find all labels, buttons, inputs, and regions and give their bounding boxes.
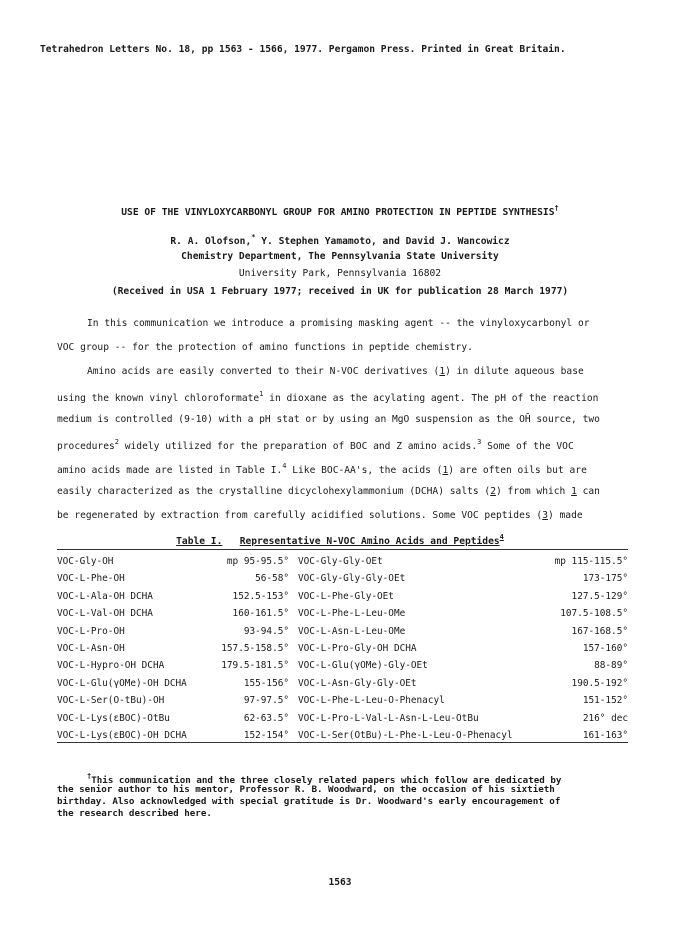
author-line	[0, 233, 680, 247]
author-olofson: R. A. Olofson,	[170, 236, 252, 247]
table-row	[57, 556, 628, 573]
author-others: Y. Stephen Yamamoto, and David J. Wancowicz	[255, 236, 510, 247]
melting-point-left: 93-94.5°	[243, 625, 289, 637]
compound-name-left: VOC-L-Glu(γOMe)-OH DCHA	[57, 677, 187, 689]
table-row	[57, 643, 628, 660]
table-caption	[0, 533, 680, 547]
melting-point-right: 88-89°	[594, 660, 628, 672]
compound-name-right: VOC-Gly-Gly-Gly-OEt	[298, 573, 406, 585]
melting-point-right: 107.5-108.5°	[560, 608, 628, 620]
table-caption-ref: 4	[499, 533, 504, 541]
compound-name-left: VOC-L-Pro-OH	[57, 625, 125, 637]
page-number: 1563	[328, 877, 352, 888]
melting-point-right: 161-163°	[582, 730, 628, 741]
article-title	[0, 204, 680, 218]
footnote-line-3: birthday. Also acknowledged with special gratitude is Dr. Woodward's early encouragement of	[57, 796, 561, 807]
melting-point-left: mp 95-95.5°	[226, 556, 289, 567]
methods-line-3: medium is controlled (9-10) with a pH stat or by using an MgO suspension as the OH̄ source, two	[57, 414, 600, 425]
journal-citation: Tetrahedron Letters No. 18, pp 1563 - 1566, 1977. Pergamon Press. Printed in Great Britain.	[40, 44, 566, 55]
table-bottom-rule	[57, 742, 628, 743]
table-caption-label: Table I.	[176, 536, 223, 547]
table-row	[57, 573, 628, 590]
compound-name-right: VOC-L-Asn-L-Leu-OMe	[298, 625, 406, 637]
table-row	[57, 591, 628, 608]
ref-mark-2: 2	[114, 438, 119, 446]
title-dagger-mark: †	[554, 204, 559, 212]
compound-ref-1b: 1	[442, 465, 449, 476]
affiliation-address: University Park, Pennsylvania 16802	[238, 268, 442, 279]
footnote-dagger-mark: †	[87, 772, 92, 780]
corresponding-author-mark: *	[251, 233, 256, 241]
table-row	[57, 695, 628, 712]
methods-line-4: procedures$^2$ widely utilized for the preparation of BOC and Z amino acids.$^3$ Some of the VOC	[57, 438, 574, 452]
footnote-line-4: the research described here.	[57, 808, 212, 819]
melting-point-right: 167-168.5°	[571, 625, 628, 637]
melting-point-left: 152-154°	[243, 730, 289, 741]
table-top-rule	[57, 549, 628, 550]
melting-point-left: 155-156°	[243, 677, 289, 689]
melting-point-right: 216° dec	[582, 712, 628, 724]
table-caption-title: Representative N-VOC Amino Acids and Peptides	[239, 536, 500, 547]
compound-name-left: VOC-L-Val-OH DCHA	[57, 608, 153, 620]
melting-point-right: 151-152°	[582, 695, 628, 707]
ref-mark-3: 3	[477, 438, 482, 446]
melting-point-left: 56-58°	[255, 573, 289, 585]
compound-name-left: VOC-L-Asn-OH	[57, 643, 125, 654]
compound-name-left: VOC-Gly-OH	[57, 556, 114, 567]
paragraph-intro-line-2: VOC group -- for the protection of amino functions in peptide chemistry.	[57, 342, 473, 353]
compound-ref-1: 1	[439, 366, 446, 377]
compound-ref-2: 2	[490, 486, 496, 497]
melting-point-left: 152.5-153°	[232, 590, 289, 602]
received-dates: (Received in USA 1 February 1977; received in UK for publication 28 March 1977)	[111, 286, 569, 297]
melting-point-left: 157.5-158.5°	[221, 643, 289, 654]
article-title-text: USE OF THE VINYLOXYCARBONYL GROUP FOR AMINO PROTECTION IN PEPTIDE SYNTHESIS	[121, 207, 555, 218]
compound-name-left: VOC-L-Hypro-OH DCHA	[57, 660, 165, 672]
melting-point-right: mp 115-115.5°	[554, 556, 628, 567]
compound-name-left: VOC-L-Ser(O-tBu)-OH	[57, 695, 165, 707]
melting-point-right: 157-160°	[582, 643, 628, 654]
melting-point-left: 160-161.5°	[232, 608, 289, 620]
table-row	[57, 626, 628, 643]
compound-name-right: VOC-L-Pro-L-Val-L-Asn-L-Leu-OtBu	[298, 712, 479, 724]
methods-line-5: amino acids made are listed in Table I.$^4$ Like BOC-AA's, the acids (1) are often oils but are	[57, 462, 587, 476]
methods-line-6: easily characterized as the crystalline dicyclohexylammonium (DCHA) salts (2) from which 1 can	[57, 486, 600, 497]
compound-name-left: VOC-L-Lys(εBOC)-OtBu	[57, 712, 170, 724]
compound-name-right: VOC-L-Asn-Gly-Gly-OEt	[298, 677, 417, 689]
compound-name-right: VOC-L-Ser(OtBu)-L-Phe-L-Leu-O-Phenacyl	[298, 730, 513, 741]
table-row	[57, 730, 628, 747]
table-row	[57, 678, 628, 695]
melting-point-left: 62-63.5°	[243, 712, 289, 724]
compound-name-right: VOC-L-Phe-L-Leu-O-Phenacyl	[298, 695, 445, 707]
table-row	[57, 713, 628, 730]
compound-name-right: VOC-L-Pro-Gly-OH DCHA	[298, 643, 417, 654]
methods-line-1: Amino acids are easily converted to their N-VOC derivatives (1) in dilute aqueous base	[87, 366, 584, 377]
ref-mark-4: 4	[282, 462, 287, 470]
affiliation-department: Chemistry Department, The Pennsylvania State University	[181, 251, 499, 262]
compound-name-right: VOC-L-Phe-L-Leu-OMe	[298, 608, 406, 620]
ref-mark-1: 1	[259, 390, 264, 398]
compound-name-left: VOC-L-Phe-OH	[57, 573, 125, 585]
compound-name-left: VOC-L-Ala-OH DCHA	[57, 590, 153, 602]
compound-name-right: VOC-Gly-Gly-OEt	[298, 556, 383, 567]
footnote-line-1: †This communication and the three closely related papers which follow are dedicated by	[87, 772, 562, 786]
melting-point-right: 127.5-129°	[571, 590, 628, 602]
compound-name-left: VOC-L-Lys(εBOC)-OH DCHA	[57, 730, 187, 741]
compound-ref-3: 3	[542, 510, 548, 521]
methods-line-7: be regenerated by extraction from carefully acidified solutions. Some VOC peptides (3) made	[57, 510, 583, 521]
table-row	[57, 608, 628, 625]
compound-ref-1c: 1	[571, 486, 577, 497]
paragraph-intro-line-1: In this communication we introduce a promising masking agent -- the vinyloxycarbonyl or	[87, 318, 590, 329]
methods-line-2: using the known vinyl chloroformate$^1$ in dioxane as the acylating agent. The pH of the reaction	[57, 390, 599, 404]
melting-point-right: 190.5-192°	[571, 677, 628, 689]
footnote-line-2: the senior author to his mentor, Professor R. B. Woodward, on the occasion of his sixtieth	[57, 784, 555, 795]
table-row	[57, 660, 628, 677]
compound-name-right: VOC-L-Phe-Gly-OEt	[298, 590, 394, 602]
compound-name-right: VOC-L-Glu(γOMe)-Gly-OEt	[298, 660, 428, 672]
melting-point-right: 173-175°	[582, 573, 628, 585]
melting-point-left: 179.5-181.5°	[221, 660, 289, 672]
melting-point-left: 97-97.5°	[243, 695, 289, 707]
